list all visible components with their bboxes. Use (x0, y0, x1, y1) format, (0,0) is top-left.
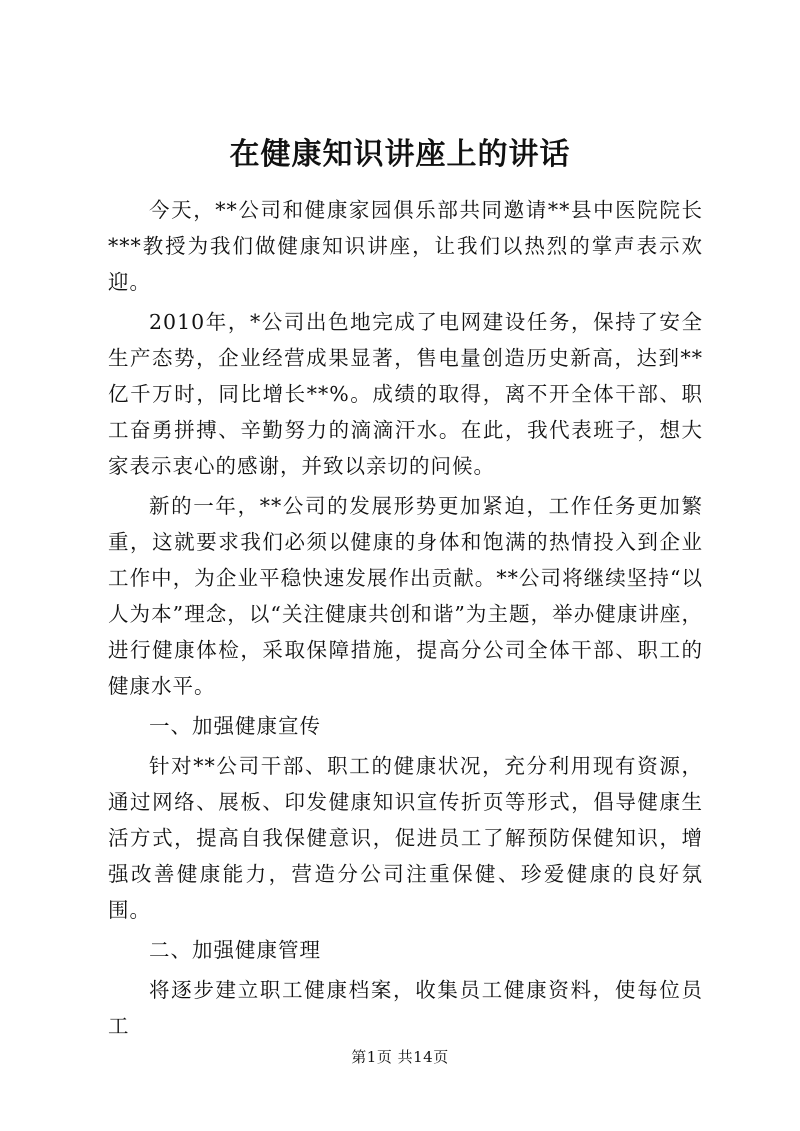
page-indicator: 第1页 共14页 (351, 1048, 449, 1066)
section-heading-health-promotion: 一、加强健康宣传 (149, 714, 321, 738)
paragraph-achievements: 2010年，*公司出色地完成了电网建设任务，保持了安全生产态势，企业经营成果显著，售电量创造历史新高，达到**亿千万时，同比增长**%。成绩的取得，离不开全体干部、职工奋勇拼搏、辛勤努力的滴滴汗水。在此，我代表班子，想大家表示衷心的感谢，并致以亲切的问候。 (108, 310, 703, 478)
section-heading-health-management: 二、加强健康管理 (149, 938, 321, 962)
paragraph-new-year: 新的一年，**公司的发展形势更加紧迫，工作任务更加繁重，这就要求我们必须以健康的身体和饱满的热情投入到企业工作中，为企业平稳快速发展作出贡献。**公司将继续坚持“以人为本”理念，以“关注健康共创和谐”为主题，举办健康讲座，进行健康体检，采取保障措施，提高分公司全体干部、职工的健康水平。 (108, 494, 703, 698)
document-title: 在健康知识讲座上的讲话 (229, 137, 571, 172)
paragraph-health-management: 将逐步建立职工健康档案，收集员工健康资料，使每位员工 (108, 978, 703, 1038)
document-body (108, 192, 703, 1048)
paragraph-health-promotion: 针对**公司干部、职工的健康状况，充分利用现有资源，通过网络、展板、印发健康知识宣传折页等形式，倡导健康生活方式，提高自我保健意识，促进员工了解预防保健知识，增强改善健康能力，营造分公司注重保健、珍爱健康的良好氛围。 (108, 754, 703, 922)
paragraph-welcome: 今天，**公司和健康家园俱乐部共同邀请**县中医院院长***教授为我们做健康知识讲座，让我们以热烈的掌声表示欢迎。 (108, 198, 703, 294)
